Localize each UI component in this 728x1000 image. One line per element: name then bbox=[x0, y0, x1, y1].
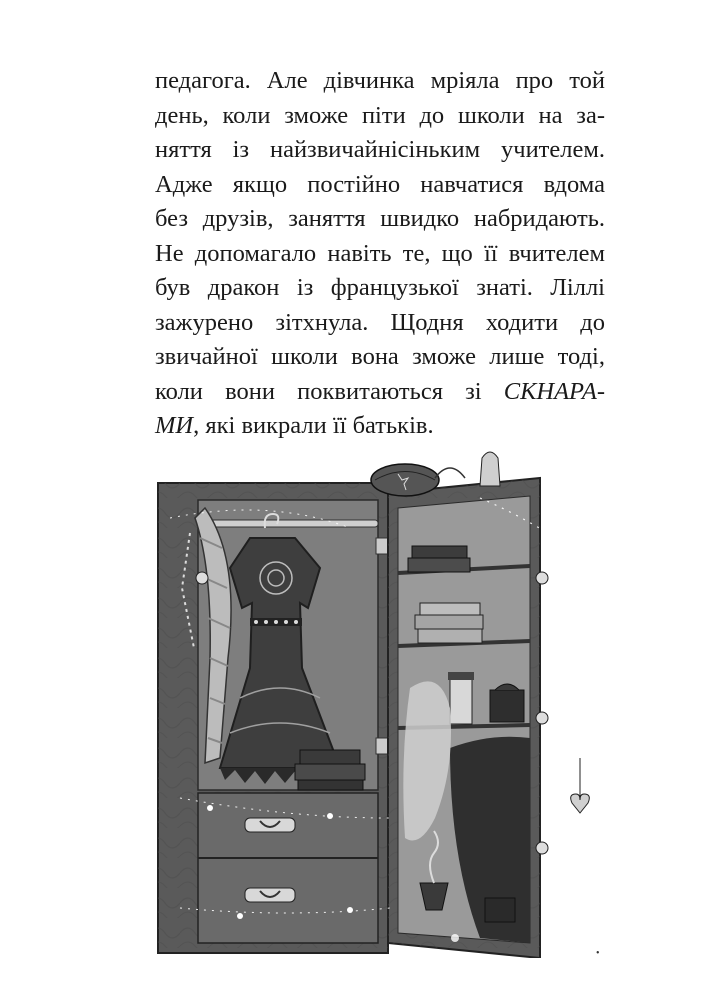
hinge-bottom bbox=[376, 738, 388, 754]
text-line-7: був дракон із французької знаті. Ліллі bbox=[155, 274, 605, 301]
text-line-11-plain: , які викрали її батьків. bbox=[193, 412, 434, 439]
wardrobe-illustration bbox=[150, 438, 620, 958]
heart-charm bbox=[571, 758, 590, 813]
text-line-6: Не допомагало навіть те, що її вчителем bbox=[155, 239, 605, 267]
text-line-10 bbox=[155, 375, 605, 410]
text-line-8: зажурено зітхнула. Щодня ходити до bbox=[155, 308, 605, 336]
text-line-5: без друзів, заняття швидко набридають. bbox=[155, 205, 605, 232]
hinge-top bbox=[376, 538, 388, 554]
text-line-9: звичайної школи вона зможе лише тоді, bbox=[155, 343, 605, 370]
page-mark: • bbox=[596, 948, 600, 959]
text-line-1: педагога. Але дівчинка мріяла про той bbox=[155, 67, 605, 94]
wardrobe-right-door bbox=[388, 478, 540, 958]
body-text bbox=[155, 64, 605, 444]
skhnarami-part-1: СКНАРА- bbox=[503, 377, 605, 405]
drawers bbox=[198, 793, 378, 943]
text-line-4: Адже якщо постійно навчатися вдома bbox=[155, 170, 605, 198]
text-line-3: няття із найзвичайнісіньким учителем. bbox=[155, 136, 605, 163]
skhnarami-part-2: МИ bbox=[155, 412, 194, 439]
text-line-10-plain: коли вони поквитаються зі bbox=[155, 377, 504, 405]
text-line-2: день, коли зможе піти до школи на за- bbox=[155, 101, 605, 129]
book-stack-left bbox=[295, 750, 365, 790]
